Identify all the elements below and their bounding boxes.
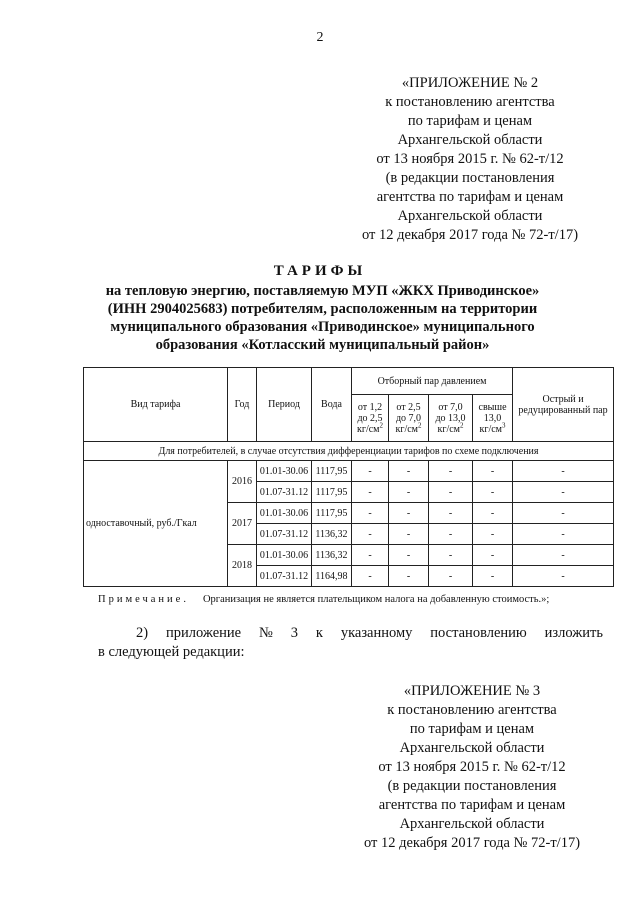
unit-exponent: 2: [418, 421, 422, 430]
steam-cell: -: [429, 461, 473, 482]
appendix-line: «ПРИЛОЖЕНИЕ № 2: [401, 75, 539, 91]
steam-cell: -: [473, 566, 513, 587]
pressure-to: до 13,0: [435, 412, 466, 424]
paragraph-word: приложение: [165, 625, 242, 641]
appendix-line: Архангельской области: [397, 208, 543, 224]
appendix-3-heading: [322, 682, 622, 853]
subtitle-line: (ИНН 2904025683) потребителям, расположенным на территории: [107, 301, 538, 317]
pressure-from: от 2,5: [396, 401, 421, 413]
steam-cell: -: [429, 482, 473, 503]
pressure-unit: кг/см: [437, 423, 460, 435]
appendix-line: от 13 ноября 2015 г. № 62-т/12: [376, 151, 564, 167]
header-water: Вода: [312, 368, 352, 442]
tariff-name: одноставочный, руб./Гкал: [84, 461, 228, 587]
sharp-steam-cell: -: [513, 461, 614, 482]
header-pressure-3: [429, 395, 473, 442]
consumer-group-label: Для потребителей, в случае отсутствия дифференциации тарифов по схеме подключения: [84, 442, 614, 461]
pressure-to: 13,0: [483, 412, 502, 424]
water-cell: 1136,32: [312, 524, 352, 545]
appendix-line: к постановлению агентства: [387, 702, 557, 718]
steam-cell: -: [473, 482, 513, 503]
steam-cell: -: [429, 503, 473, 524]
header-pressure-1: [352, 395, 389, 442]
steam-cell: -: [352, 503, 389, 524]
steam-cell: -: [352, 545, 389, 566]
year-cell: 2017: [228, 503, 257, 545]
paragraph-word: 3: [290, 625, 298, 641]
header-pressure-4: [473, 395, 513, 442]
pressure-from: свыше: [478, 401, 507, 413]
steam-cell: -: [473, 503, 513, 524]
period-cell: 01.01-30.06: [257, 545, 312, 566]
steam-cell: -: [473, 461, 513, 482]
paragraph-line-2: в следующей редакции:: [98, 644, 245, 660]
appendix-line: от 12 декабря 2017 года № 72-т/17): [361, 227, 579, 243]
period-cell: 01.07-31.12: [257, 482, 312, 503]
paragraph-word: указанному: [340, 625, 413, 641]
sharp-steam-cell: -: [513, 524, 614, 545]
pressure-to: до 7,0: [395, 412, 422, 424]
period-cell: 01.01-30.06: [257, 461, 312, 482]
period-cell: 01.01-30.06: [257, 503, 312, 524]
appendix-line: по тарифам и ценам: [409, 721, 535, 737]
paragraph-word: №: [259, 625, 273, 641]
steam-cell: -: [352, 524, 389, 545]
year-cell: 2016: [228, 461, 257, 503]
steam-cell: -: [473, 524, 513, 545]
pressure-from: от 7,0: [438, 401, 463, 413]
pressure-unit: кг/см: [356, 423, 380, 435]
steam-cell: -: [389, 461, 429, 482]
header-pressure-2: [389, 395, 429, 442]
header-tariff-type: Вид тарифа: [84, 368, 228, 442]
appendix-line: к постановлению агентства: [385, 94, 555, 110]
appendix-line: (в редакции постановления: [385, 170, 555, 186]
header-sharp-steam: Острый и редуцированный пар: [513, 368, 614, 442]
steam-cell: -: [389, 482, 429, 503]
water-cell: 1164,98: [312, 566, 352, 587]
subtitle-line: муниципального образования «Приводинское» муниципального: [110, 319, 535, 335]
appendix-line: агентства по тарифам и ценам: [378, 797, 566, 813]
tariff-table: [83, 367, 614, 587]
appendix-line: (в редакции постановления: [387, 778, 557, 794]
steam-cell: -: [352, 482, 389, 503]
tariff-title: ТАРИФЫ: [273, 263, 367, 279]
year-cell: 2018: [228, 545, 257, 587]
table-note: [98, 594, 628, 605]
paragraph-word: 2): [136, 625, 149, 641]
pressure-from: от 1,2: [357, 401, 383, 413]
sharp-steam-cell: -: [513, 566, 614, 587]
unit-exponent: 2: [460, 421, 464, 430]
pressure-unit: кг/см: [479, 423, 503, 435]
paragraph-line-1: [98, 624, 603, 643]
steam-cell: -: [429, 566, 473, 587]
appendix-2-heading: [305, 74, 635, 245]
appendix-line: Архангельской области: [399, 740, 545, 756]
water-cell: 1117,95: [312, 461, 352, 482]
note-text: Организация не является плательщиком налога на добавленную стоимость.»;: [202, 594, 550, 605]
steam-cell: -: [389, 524, 429, 545]
water-cell: 1136,32: [312, 545, 352, 566]
steam-cell: -: [352, 566, 389, 587]
steam-cell: -: [389, 545, 429, 566]
tariff-subtitle: [75, 282, 570, 354]
steam-cell: -: [473, 545, 513, 566]
page-number: 2: [316, 30, 324, 45]
appendix-line: по тарифам и ценам: [407, 113, 533, 129]
appendix-line: Архангельской области: [397, 132, 543, 148]
paragraph-word: изложить: [544, 625, 603, 641]
unit-exponent: 2: [379, 421, 383, 430]
appendix-line: Архангельской области: [399, 816, 545, 832]
note-label: Примечание.: [98, 594, 189, 605]
period-cell: 01.07-31.12: [257, 566, 312, 587]
paragraph-word: к: [315, 625, 323, 641]
sharp-steam-cell: -: [513, 545, 614, 566]
subtitle-line: на тепловую энергию, поставляемую МУП «ЖКХ Приводинское»: [105, 283, 540, 299]
appendix-line: от 12 декабря 2017 года № 72-т/17): [363, 835, 581, 851]
water-cell: 1117,95: [312, 482, 352, 503]
pressure-unit: кг/см: [395, 423, 418, 435]
steam-cell: -: [352, 461, 389, 482]
pressure-to: до 2,5: [357, 412, 383, 424]
paragraph-word: постановлению: [430, 625, 527, 641]
unit-exponent: 3: [502, 421, 506, 430]
subtitle-line: образования «Котласский муниципальный район»: [155, 337, 490, 353]
appendix-line: «ПРИЛОЖЕНИЕ № 3: [403, 683, 541, 699]
steam-cell: -: [389, 566, 429, 587]
amendment-paragraph: [98, 624, 603, 662]
water-cell: 1117,95: [312, 503, 352, 524]
appendix-line: агентства по тарифам и ценам: [376, 189, 564, 205]
steam-cell: -: [429, 545, 473, 566]
period-cell: 01.07-31.12: [257, 524, 312, 545]
header-period: Период: [257, 368, 312, 442]
steam-cell: -: [429, 524, 473, 545]
steam-cell: -: [389, 503, 429, 524]
header-extraction-steam: Отборный пар давлением: [352, 368, 513, 395]
sharp-steam-cell: -: [513, 482, 614, 503]
sharp-steam-cell: -: [513, 503, 614, 524]
header-year: Год: [228, 368, 257, 442]
appendix-line: от 13 ноября 2015 г. № 62-т/12: [378, 759, 566, 775]
